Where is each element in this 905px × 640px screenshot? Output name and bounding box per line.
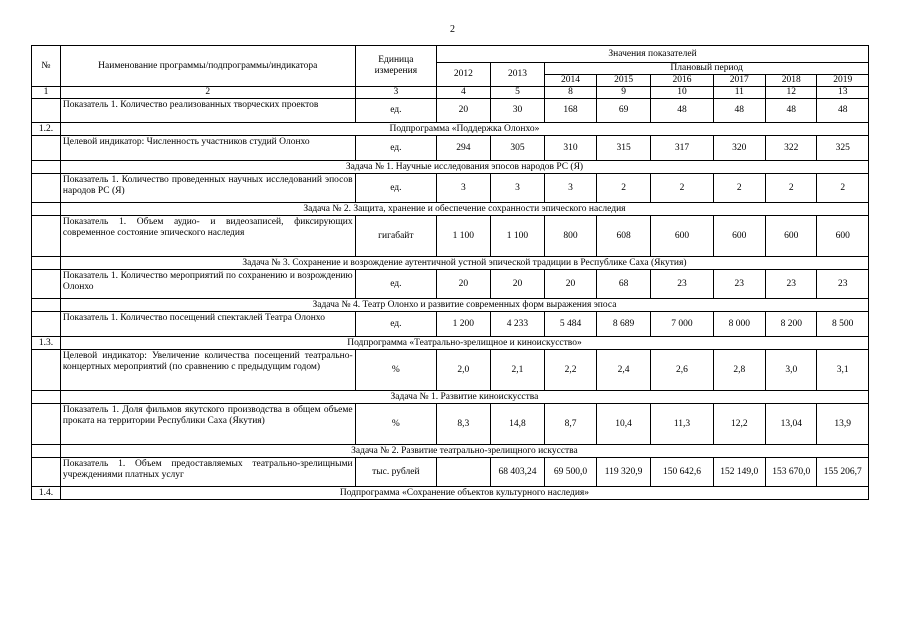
row-number <box>32 299 61 312</box>
indicator-name: Целевой индикатор: Численность участников студий Олонхо <box>60 136 355 161</box>
value-cell: 2,1 <box>490 350 545 391</box>
value-cell <box>437 458 491 487</box>
value-cell: 608 <box>596 216 651 257</box>
value-cell: 1 200 <box>437 312 491 337</box>
header-planned: Плановый период <box>545 63 869 75</box>
value-cell: 68 403,24 <box>490 458 545 487</box>
section-row <box>32 161 869 174</box>
row-number <box>32 99 61 123</box>
column-number: 3 <box>355 87 436 99</box>
indicator-name: Целевой индикатор: Увеличение количества посещений театрально-концертных мероприятий (по сравнению с предыдущим годом) <box>60 350 355 391</box>
value-cell: 1 100 <box>490 216 545 257</box>
value-cell: 305 <box>490 136 545 161</box>
value-cell: 2,0 <box>437 350 491 391</box>
table-row <box>32 312 869 337</box>
indicator-name: Показатель 1. Доля фильмов якутского производства в общем объеме проката на территории Республики Саха (Якутия) <box>60 404 355 445</box>
value-cell: 48 <box>817 99 869 123</box>
value-cell: 3 <box>490 174 545 203</box>
value-cell: 23 <box>651 270 713 299</box>
column-number: 12 <box>766 87 817 99</box>
value-cell: 48 <box>713 99 766 123</box>
value-cell: 2 <box>766 174 817 203</box>
section-title: Задача № 1. Развитие киноискусства <box>60 391 868 404</box>
table-row <box>32 174 869 203</box>
value-cell: 2,8 <box>713 350 766 391</box>
value-cell: 322 <box>766 136 817 161</box>
value-cell: 320 <box>713 136 766 161</box>
header-year-planned: 2015 <box>596 75 651 87</box>
value-cell: 600 <box>713 216 766 257</box>
value-cell: 4 233 <box>490 312 545 337</box>
row-number <box>32 161 61 174</box>
value-cell: 3 <box>545 174 596 203</box>
row-number <box>32 391 61 404</box>
row-number <box>32 174 61 203</box>
table-row <box>32 350 869 391</box>
row-number <box>32 458 61 487</box>
value-cell: 2,4 <box>596 350 651 391</box>
row-number <box>32 270 61 299</box>
section-title: Подпрограмма «Театрально-зрелищное и киноискусство» <box>60 337 868 350</box>
row-number <box>32 136 61 161</box>
value-cell: 8 689 <box>596 312 651 337</box>
value-cell: 153 670,0 <box>766 458 817 487</box>
unit-cell: % <box>355 404 436 445</box>
column-number: 4 <box>437 87 491 99</box>
value-cell: 310 <box>545 136 596 161</box>
value-cell: 10,4 <box>596 404 651 445</box>
value-cell: 600 <box>817 216 869 257</box>
header-year-planned: 2019 <box>817 75 869 87</box>
value-cell: 800 <box>545 216 596 257</box>
value-cell: 3,0 <box>766 350 817 391</box>
section-row <box>32 203 869 216</box>
value-cell: 13,9 <box>817 404 869 445</box>
section-row <box>32 391 869 404</box>
unit-cell: ед. <box>355 312 436 337</box>
value-cell: 325 <box>817 136 869 161</box>
value-cell: 2 <box>596 174 651 203</box>
value-cell: 14,8 <box>490 404 545 445</box>
value-cell: 48 <box>766 99 817 123</box>
value-cell: 23 <box>817 270 869 299</box>
header-unit: Единица измерения <box>355 46 436 87</box>
unit-cell: тыс. рублей <box>355 458 436 487</box>
section-title: Подпрограмма «Поддержка Олонхо» <box>60 123 868 136</box>
section-row <box>32 123 869 136</box>
column-number: 1 <box>32 87 61 99</box>
value-cell: 600 <box>766 216 817 257</box>
row-number: 1.4. <box>32 487 61 500</box>
unit-cell: ед. <box>355 270 436 299</box>
section-title: Подпрограмма «Сохранение объектов культурного наследия» <box>60 487 868 500</box>
section-title: Задача № 2. Защита, хранение и обеспечение сохранности эпического наследия <box>60 203 868 216</box>
unit-cell: ед. <box>355 174 436 203</box>
unit-cell: ед. <box>355 136 436 161</box>
column-number: 8 <box>545 87 596 99</box>
value-cell: 315 <box>596 136 651 161</box>
section-title: Задача № 4. Театр Олонхо и развитие современных форм выражения эпоса <box>60 299 868 312</box>
header-year-2013: 2013 <box>490 63 545 87</box>
header-year-planned: 2018 <box>766 75 817 87</box>
column-number: 13 <box>817 87 869 99</box>
value-cell: 11,3 <box>651 404 713 445</box>
value-cell: 3,1 <box>817 350 869 391</box>
value-cell: 48 <box>651 99 713 123</box>
value-cell: 13,04 <box>766 404 817 445</box>
section-row <box>32 487 869 500</box>
indicators-table <box>31 45 869 500</box>
value-cell: 20 <box>490 270 545 299</box>
value-cell: 8,3 <box>437 404 491 445</box>
header-values: Значения показателей <box>437 46 869 63</box>
header-year-2012: 2012 <box>437 63 491 87</box>
row-number: 1.3. <box>32 337 61 350</box>
section-row <box>32 337 869 350</box>
page-number: 2 <box>450 24 455 35</box>
value-cell: 30 <box>490 99 545 123</box>
value-cell: 20 <box>437 270 491 299</box>
value-cell: 5 484 <box>545 312 596 337</box>
header-num: № <box>32 46 61 87</box>
row-number <box>32 203 61 216</box>
row-number <box>32 404 61 445</box>
section-title: Задача № 2. Развитие театрально-зрелищного искусства <box>60 445 868 458</box>
row-number <box>32 312 61 337</box>
row-number <box>32 445 61 458</box>
column-number: 2 <box>60 87 355 99</box>
value-cell: 20 <box>437 99 491 123</box>
value-cell: 69 500,0 <box>545 458 596 487</box>
row-number <box>32 257 61 270</box>
table-row <box>32 99 869 123</box>
indicator-name: Показатель 1. Количество проведенных научных исследований эпосов народов РС (Я) <box>60 174 355 203</box>
column-number: 9 <box>596 87 651 99</box>
value-cell: 8 500 <box>817 312 869 337</box>
section-title: Задача № 1. Научные исследования эпосов народов РС (Я) <box>60 161 868 174</box>
value-cell: 152 149,0 <box>713 458 766 487</box>
column-number: 10 <box>651 87 713 99</box>
header-year-planned: 2017 <box>713 75 766 87</box>
header-name: Наименование программы/подпрограммы/индикатора <box>60 46 355 87</box>
value-cell: 2 <box>651 174 713 203</box>
column-number: 11 <box>713 87 766 99</box>
indicator-name: Показатель 1. Объем предоставляемых театрально-зрелищными учреждениями платных услуг <box>60 458 355 487</box>
value-cell: 150 642,6 <box>651 458 713 487</box>
row-number: 1.2. <box>32 123 61 136</box>
value-cell: 7 000 <box>651 312 713 337</box>
value-cell: 8,7 <box>545 404 596 445</box>
value-cell: 20 <box>545 270 596 299</box>
value-cell: 294 <box>437 136 491 161</box>
indicator-name: Показатель 1. Объем аудио- и видеозаписей, фиксирующих современное состояние эпического наследия <box>60 216 355 257</box>
value-cell: 168 <box>545 99 596 123</box>
value-cell: 155 206,7 <box>817 458 869 487</box>
value-cell: 69 <box>596 99 651 123</box>
value-cell: 600 <box>651 216 713 257</box>
value-cell: 12,2 <box>713 404 766 445</box>
column-number: 5 <box>490 87 545 99</box>
value-cell: 68 <box>596 270 651 299</box>
header-year-planned: 2016 <box>651 75 713 87</box>
value-cell: 2,6 <box>651 350 713 391</box>
section-row <box>32 445 869 458</box>
section-row <box>32 299 869 312</box>
header-year-planned: 2014 <box>545 75 596 87</box>
row-number <box>32 216 61 257</box>
value-cell: 8 200 <box>766 312 817 337</box>
row-number <box>32 350 61 391</box>
unit-cell: гигабайт <box>355 216 436 257</box>
section-title: Задача № 3. Сохранение и возрождение аутентичной устной эпической традиции в Республике Саха (Якутия) <box>60 257 868 270</box>
value-cell: 2 <box>713 174 766 203</box>
table-row <box>32 270 869 299</box>
indicator-name: Показатель 1. Количество посещений спектаклей Театра Олонхо <box>60 312 355 337</box>
value-cell: 317 <box>651 136 713 161</box>
value-cell: 23 <box>766 270 817 299</box>
value-cell: 23 <box>713 270 766 299</box>
table-row <box>32 458 869 487</box>
table-row <box>32 216 869 257</box>
indicator-name: Показатель 1. Количество мероприятий по сохранению и возрождению Олонхо <box>60 270 355 299</box>
unit-cell: % <box>355 350 436 391</box>
value-cell: 2 <box>817 174 869 203</box>
value-cell: 119 320,9 <box>596 458 651 487</box>
table-row <box>32 404 869 445</box>
table-row <box>32 136 869 161</box>
value-cell: 8 000 <box>713 312 766 337</box>
section-row <box>32 257 869 270</box>
value-cell: 2,2 <box>545 350 596 391</box>
unit-cell: ед. <box>355 99 436 123</box>
value-cell: 3 <box>437 174 491 203</box>
value-cell: 1 100 <box>437 216 491 257</box>
indicator-name: Показатель 1. Количество реализованных творческих проектов <box>60 99 355 123</box>
